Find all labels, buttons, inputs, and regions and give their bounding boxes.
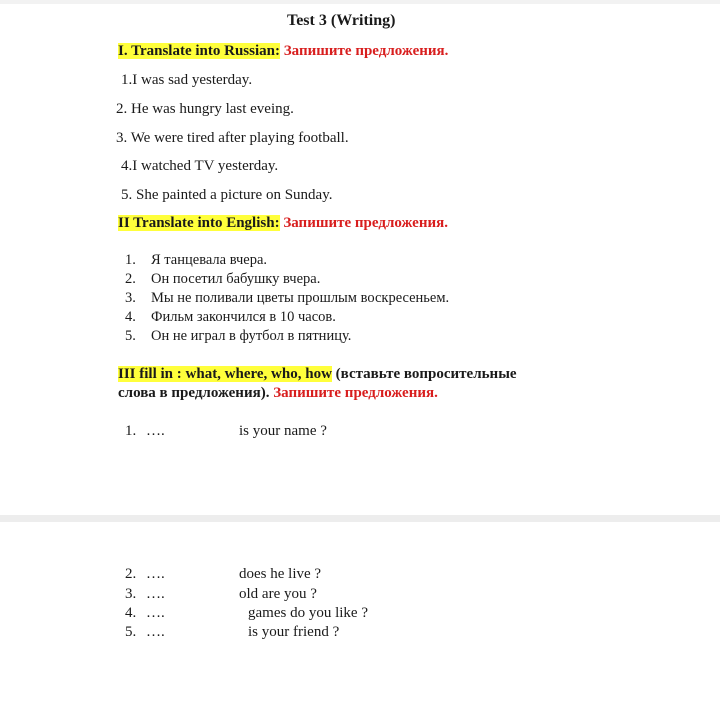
section3-item-number: 4.: [125, 605, 137, 621]
section2-header: [118, 215, 448, 232]
section3-item-text: is your name ?: [239, 423, 327, 439]
section1-heading: I. Translate into Russian:: [118, 43, 280, 59]
section3-item-number: 5.: [125, 624, 137, 640]
item-number: 2.: [125, 271, 136, 287]
section2-item: [125, 290, 449, 307]
item-text: Он не играл в футбол в пятницу.: [151, 328, 352, 344]
section3-item-blank: ….: [146, 423, 165, 439]
section2-instruction: Запишите предложения.: [283, 215, 448, 231]
section3-heading: III fill in : what, where, who, how: [118, 366, 332, 382]
section2-item: [125, 309, 336, 326]
section1-item: 2. He was hungry last eveing.: [116, 101, 294, 117]
section1-instruction: Запишите предложения.: [283, 43, 449, 59]
section3-item-blank: ….: [146, 605, 165, 621]
section3-item-text: is your friend ?: [248, 624, 340, 640]
page-title: Test 3 (Writing): [287, 12, 396, 29]
item-text: Он посетил бабушку вчера.: [151, 271, 321, 287]
item-text: Мы не поливали цветы прошлым воскресеньем.: [151, 290, 450, 306]
section1-item: 1.I was sad yesterday.: [121, 72, 253, 88]
section3-item-text: does he live ?: [239, 566, 322, 582]
section3-item-number: 1.: [125, 423, 137, 439]
section1-item: 4.I watched TV yesterday.: [121, 158, 279, 174]
section3-item-number: 2.: [125, 566, 137, 582]
page-gap-band: [0, 515, 720, 522]
section3-paren-part1: (вставьте вопросительные: [331, 366, 517, 382]
item-text: Я танцевала вчера.: [151, 252, 268, 268]
section2-item: [125, 252, 267, 269]
section3-item-text: games do you like ?: [248, 605, 368, 621]
section2-item: [125, 271, 320, 288]
section1-header: [118, 43, 448, 60]
section3-paren-part2: слова в предложения).: [118, 385, 270, 401]
section2-heading: II Translate into English:: [118, 215, 280, 231]
item-number: 3.: [125, 290, 136, 306]
section3-item-blank: ….: [146, 624, 165, 640]
item-number: 1.: [125, 252, 136, 268]
section1-item: 5. She painted a picture on Sunday.: [121, 187, 333, 203]
section2-item: [125, 328, 351, 345]
section3-instruction: Запишите предложения.: [273, 385, 438, 401]
section3-item-blank: ….: [146, 566, 165, 582]
item-number: 5.: [125, 328, 136, 344]
section1-item: 3. We were tired after playing football.: [116, 130, 349, 146]
section3-item-blank: ….: [146, 586, 165, 602]
section3-header-line1: [118, 366, 517, 383]
section3-item-text: old are you ?: [239, 586, 317, 602]
item-text: Фильм закончился в 10 часов.: [151, 309, 336, 325]
section3-item-number: 3.: [125, 586, 137, 602]
section3-header-line2: [118, 385, 438, 402]
top-edge-band: [0, 0, 720, 4]
item-number: 4.: [125, 309, 136, 325]
